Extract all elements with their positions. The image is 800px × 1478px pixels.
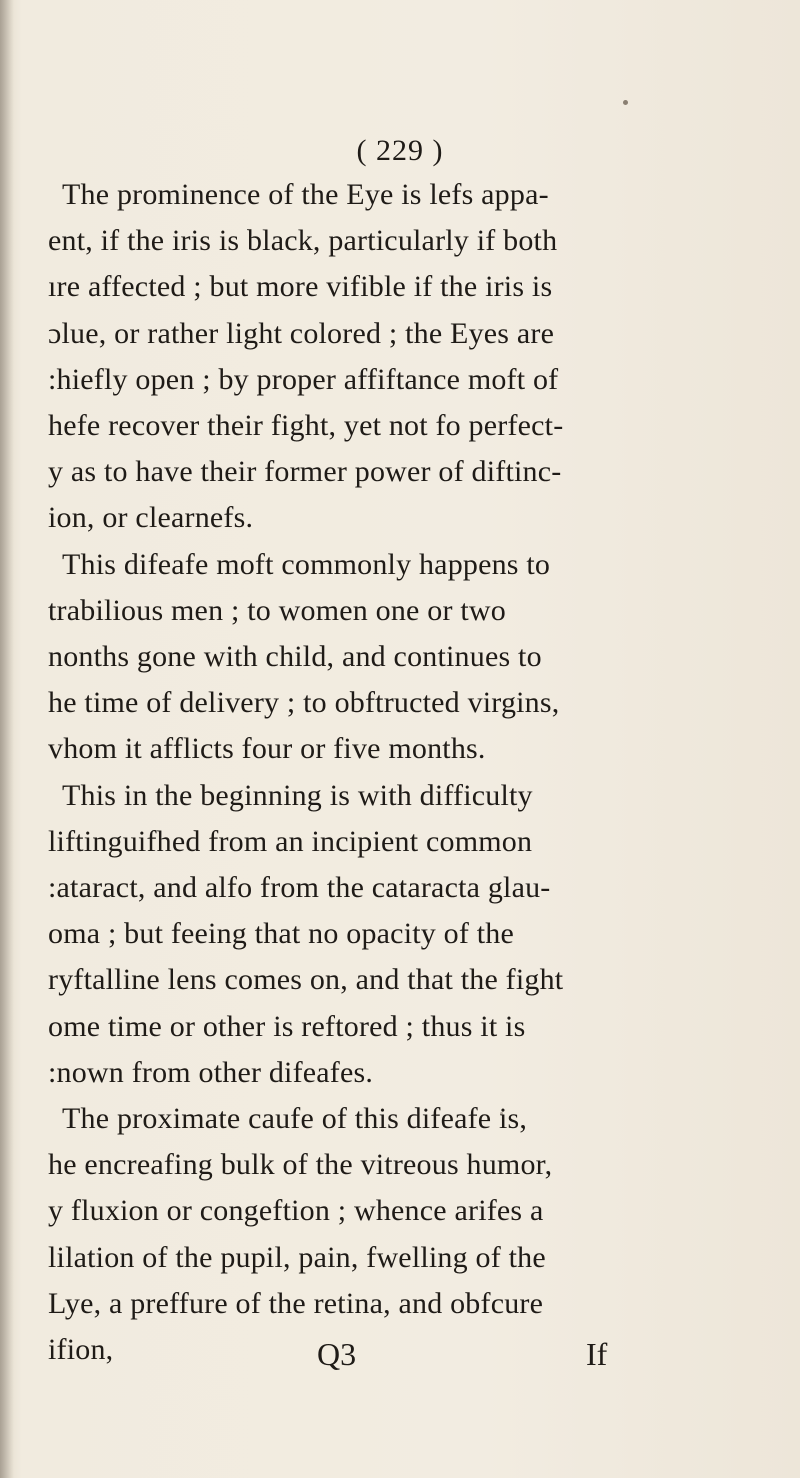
paragraph-3 xyxy=(48,773,768,1096)
paragraph-1 xyxy=(48,172,768,542)
paper-speck xyxy=(623,100,628,105)
paragraph-4 xyxy=(48,1096,768,1373)
text-line: The prominence of the Eye is lefs appa- xyxy=(62,178,549,211)
text-line: ryftalline lens comes on, and that the fight xyxy=(48,963,564,997)
text-line: Lye, a preffure of the retina, and obfcure xyxy=(48,1286,544,1320)
text-line: oma ; but feeing that no opacity of the xyxy=(48,917,515,951)
page-gutter-shadow xyxy=(0,0,14,1478)
text-line: y as to have their former power of diftinc- xyxy=(48,455,562,489)
text-line: :nown from other difeafes. xyxy=(48,1055,374,1089)
text-line: :hiefly open ; by proper affiftance moft of xyxy=(48,362,559,396)
catchword: If xyxy=(586,1336,608,1372)
text-line: ome time or other is reftored ; thus it is xyxy=(48,1009,526,1043)
text-line: This difeafe moft commonly happens to xyxy=(62,547,551,581)
text-line: :ataract, and alfo from the cataracta glau- xyxy=(48,871,551,905)
page-number: ( 229 ) xyxy=(356,134,444,167)
text-line: vhom it afflicts four or five months. xyxy=(48,732,486,766)
text-line: ent, if the iris is black, particularly if both xyxy=(48,224,558,258)
signature-mark: Q3 xyxy=(317,1336,357,1372)
text-line: nonths gone with child, and continues to xyxy=(48,640,542,674)
text-line: This in the beginning is with difficulty xyxy=(62,778,533,812)
text-line: ɔlue, or rather light colored ; the Eyes are xyxy=(48,316,555,350)
paragraph-2 xyxy=(48,542,768,773)
text-line: he time of delivery ; to obftructed virgins, xyxy=(48,686,560,720)
text-line: lilation of the pupil, pain, fwelling of the xyxy=(48,1240,546,1274)
text-line: ifion, xyxy=(48,1333,114,1367)
text-line: trabilious men ; to women one or two xyxy=(48,593,506,627)
text-line: The proximate caufe of this difeafe is, xyxy=(62,1102,528,1136)
text-line: ion, or clearnefs. xyxy=(48,501,254,535)
text-line: ıre affected ; but more vifible if the iris is xyxy=(48,270,553,304)
page-footer xyxy=(0,1336,800,1386)
text-line: he encreafing bulk of the vitreous humor, xyxy=(48,1148,553,1182)
text-line: y fluxion or congeftion ; whence arifes a xyxy=(48,1194,544,1228)
text-line: hefe recover their fight, yet not fo perfect- xyxy=(48,409,564,443)
text-line: liftinguifhed from an incipient common xyxy=(48,824,533,858)
body-text xyxy=(48,172,768,1373)
